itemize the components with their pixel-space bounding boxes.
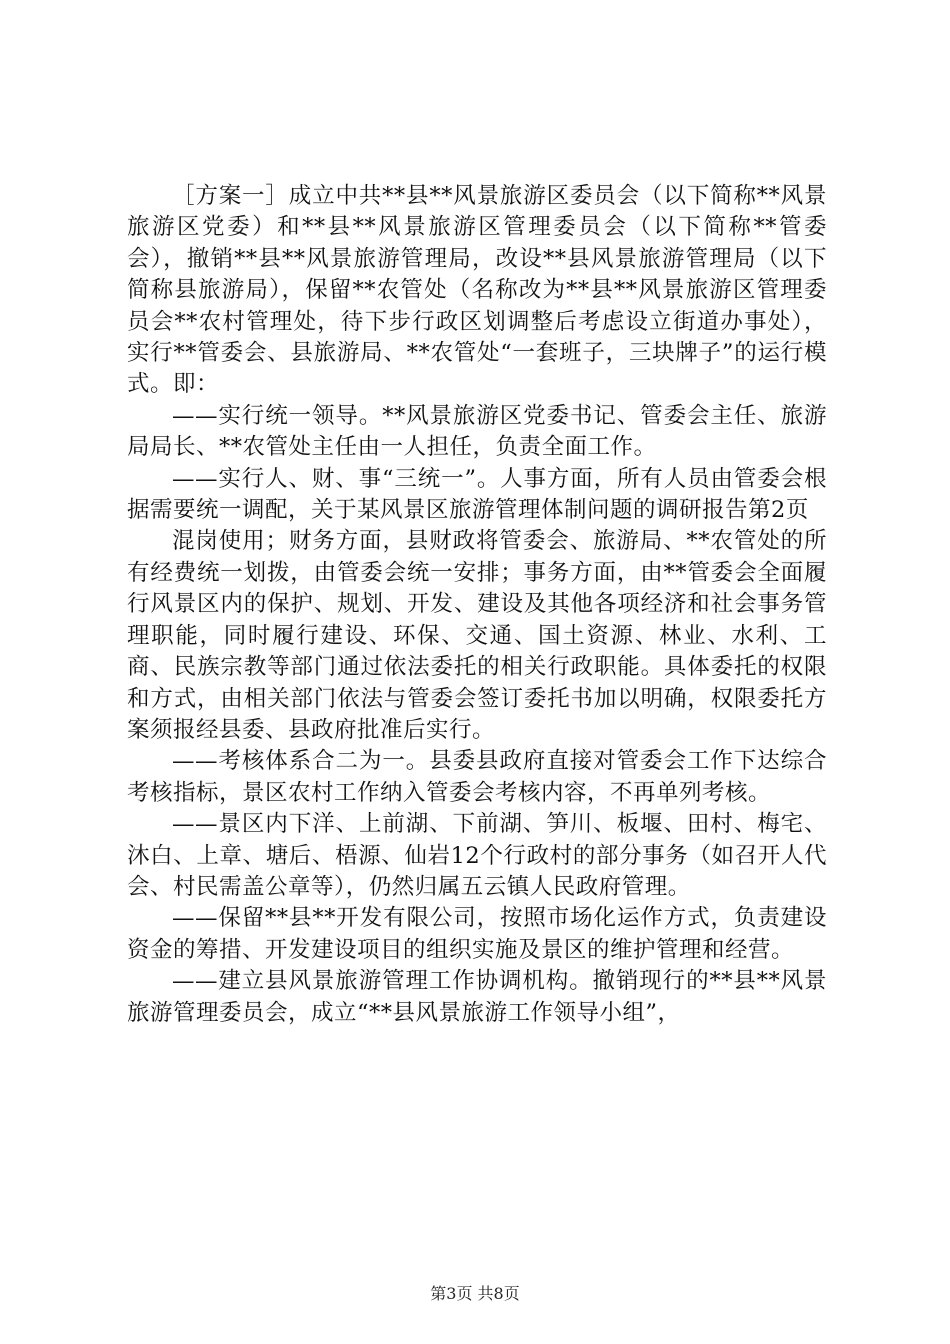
body-text	[127, 181, 827, 1029]
paragraph-three-unifications: ——实行人、财、事“三统一”。人事方面，所有人员由管委会根据需要统一调配，关于某风景区旅游管理体制问题的调研报告第2页	[127, 465, 827, 524]
paragraph-villages: ——景区内下洋、上前湖、下前湖、笋川、板堰、田村、梅宅、沐白、上章、塘后、梧源、仙岩12个行政村的部分事务（如召开人代会、村民需盖公章等），仍然归属五云镇人民政府管理。	[127, 811, 827, 900]
paragraph-development-company: ——保留**县**开发有限公司，按照市场化运作方式，负责建设资金的筹措、开发建设项目的组织实施及景区的维护管理和经营。	[127, 905, 827, 963]
page-number-footer: 第3页 共8页	[430, 1284, 520, 1303]
paragraph-unified-leadership: ——实行统一领导。**风景旅游区党委书记、管委会主任、旅游局局长、**农管处主任由一人担任，负责全面工作。	[127, 402, 827, 461]
paragraph-plan-one: ［方案一］成立中共**县**风景旅游区委员会（以下简称**风景旅游区党委）和**县**风景旅游区管理委员会（以下简称**管委会），撤销**县**风景旅游管理局，改设**县风景旅游管理局（以下简称县旅游局），保留**农管处（名称改为**县**风景旅游区管理委员会**农村管理处，待下步行政区划调整后考虑设立街道办事处），实行**管委会、县旅游局、**农管处“一套班子，三块牌子”的运行模式。即：	[127, 183, 827, 398]
paragraph-assessment: ——考核体系合二为一。县委县政府直接对管委会工作下达综合考核指标，景区农村工作纳入管委会考核内容，不再单列考核。	[127, 748, 827, 806]
paragraph-mixed-posts: 混岗使用；财务方面，县财政将管委会、旅游局、**农管处的所有经费统一划拨，由管委会统一安排；事务方面，由**管委会全面履行风景区内的保护、规划、开发、建设及其他各项经济和社会事务管理职能，同时履行建设、环保、交通、国土资源、林业、水利、工商、民族宗教等部门通过依法委托的相关行政职能。具体委托的权限和方式，由相关部门依法与管委会签订委托书加以明确，权限委托方案须报经县委、县政府批准后实行。	[127, 528, 827, 743]
paragraph-coordination-body: ——建立县风景旅游管理工作协调机构。撤销现行的**县**风景旅游管理委员会，成立“**县风景旅游工作领导小组”，	[127, 968, 827, 1026]
